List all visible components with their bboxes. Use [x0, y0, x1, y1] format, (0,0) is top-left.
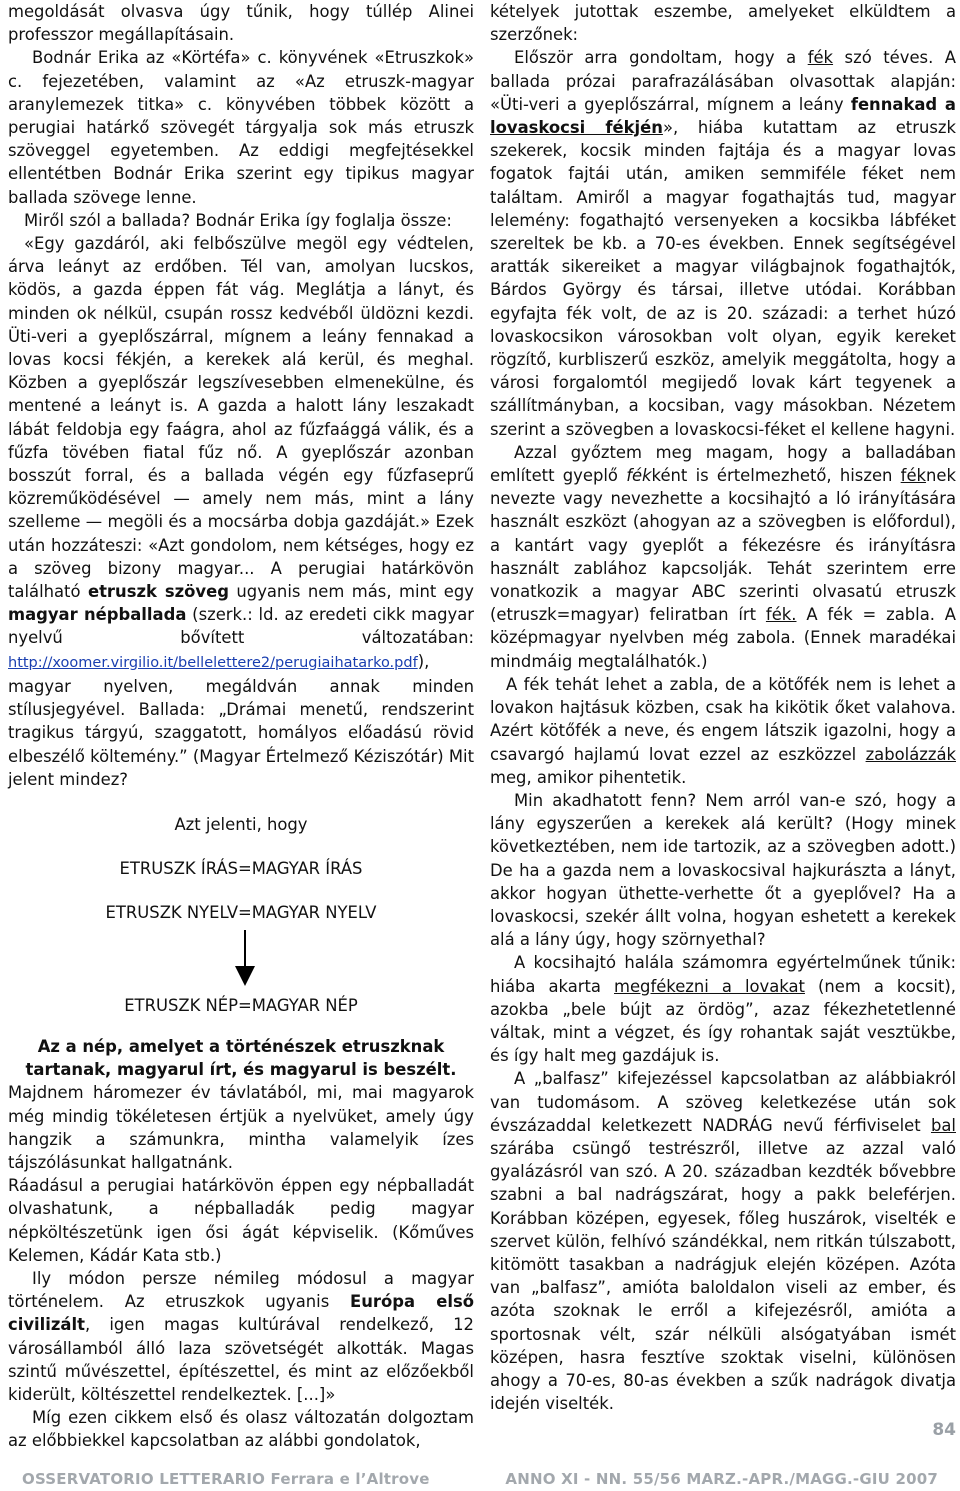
center-line: ETRUSZK NÉP=MAGYAR NÉP [124, 995, 358, 1015]
text: (nem a kocsit), azokba „bele bújt az ördög”, azaz fékezhetetlenné váltak, mint a végzet, és így rohantak saját vesztükbe, és így halt meg gazdájuk is. [490, 976, 956, 1066]
text: », hiába kutattam az etruszk szekerek, kocsik minden fajtája és a magyar lovas fogatok fajtái után, amiken semmiféle féket nem találtam. Amiről a magyar fogathajtás tud, magyar lelemény: fogathajtó versenyeken a kocsikba lábféket szereltek be kb. a 70-es években. Ennek segítségével aratták sikereiket a magyar világbajnok fogathajtók, Bárdos György és társai, illetve utódai. Korábban egyfajta fék volt, de az is 20. századi: a terhet húzó lovaskocsikon városokban volt olyan, egyik kereket rögzítő, kurbliszerű eszköz, amelyik meggátolta, hogy a városi forgalomtól megijedő lovak kárt tegyenek a szállítmányban, a kocsiban, vagy másokban. Nézetem szerint a szövegben a lovaskocsi-féket el kellene hagyni. [490, 118, 956, 439]
paragraph: Ráadásul a perugiai határkövön éppen egy népballadát olvashatunk, a népballadák pedig magyar népköltészetünk igen ősi ágát képviselik. (Kőműves Kelemen, Kádár Kata stb.) [8, 1176, 474, 1265]
text: A kocsihajtó halála számomra egyértelműnek tűnik: hiába akarta [490, 953, 956, 996]
paragraph [490, 951, 956, 1067]
center-line: ETRUSZK ÍRÁS=MAGYAR ÍRÁS [119, 858, 363, 878]
paragraph: Bodnár Erika az «Körtéfa» c. könyvének «Etruszkok» c. fejezetében, valamint az «Az etruszk-magyar aranylemezek titka» c. könyvében többek között a perugiai határkő szövegét tárgyalja sok más etruszk szöveggel egyetemben. Az eddigi megfejtésekkel ellentétben Bodnár Erika szerint egy tipikus magyar ballada szövege lenne. [8, 48, 474, 207]
paragraph: megoldását olvasva úgy tűnik, hogy túllép Alinei professzor megállapításain. [8, 2, 474, 45]
quote-paragraph [8, 232, 474, 791]
underlined-text: megfékezni a lovakat [614, 976, 805, 996]
bold-underlined-text: lovaskocsi fékjén [490, 118, 663, 138]
text: Ily módon persze némileg módosul a magyar történelem. Az etruszkok ugyanis [8, 1268, 474, 1312]
underlined-text: fék [900, 466, 927, 486]
paragraph [490, 1067, 956, 1415]
underlined-text: bal [930, 1115, 956, 1135]
reference-link[interactable]: http://xoomer.virgilio.it/bellelettere2/perugiaihatarko.pdf [8, 654, 418, 671]
text: Először arra gondoltam, hogy a [514, 48, 808, 68]
footer-issue-info: ANNO XI - NN. 55/56 MARZ.-APR./MAGG.-GIU 2007 [505, 1470, 938, 1488]
paragraph: Miről szól a ballada? Bodnár Erika így foglalja össze: [24, 210, 452, 230]
underlined-text: zabolázzák [865, 744, 956, 764]
down-arrow-icon [8, 934, 474, 994]
text: nek nevezte vagy nevezhette a kocsihajtó a ló irányítására használt eszközt (ahogyan az a szövegben is előfordul), a kantárt vagy gyeplőt a fékezésre és irányításra használt zablához kapcsolják. Tehát szerintem erre vonatkozik a magyar ABC szerinti olvasatú etruszk (etruszk=magyar) feliratban írt [490, 466, 956, 625]
text: szárába csüngő testrészről, illetve az azzal való gyalázásról van szó. A 20. században kezdték bővebbre szabni a bal nadrágszárat, hogy a pakk beleférjen. Korábban középen, egyesek, főleg huszárok, viselték e szervet külön, felhívó szándékkal, nem ritkán túlszabott, kitömött tasakban a nadrágjuk elején középen. Azóta van „balfasz”, amióta baloldalon viseli az ember, és azóta szoknak le erről a kifejezésről, amióta a sportosnak vélt, szár nélküli alsógatyában ismét középen, hasra fesztíve szoktak viselni, különösen ahogy a 70-es, 80-as években a szűk nadrágok divatja idején viselték. [490, 1138, 956, 1414]
paragraph: Min akadhatott fenn? Nem arról van-e szó, hogy a lány egyszerűen a kerekek alá került? (Hogy minek következtében, nem ide tartozik, az a szövegben adott.) De ha a gazda nem a lovaskocsival hajkurászta a lányt, akkor hogyan üthette-verhette őt a gyeplővel? Ha a lovaskocsi, szekér állt volna, hogyan eshetett a kerekek alá a lány úgy, hogy szörnyethal? [490, 790, 956, 950]
paragraph [490, 441, 956, 673]
text: ként is értelmezhető, hiszen [651, 466, 901, 486]
left-column [8, 0, 474, 1453]
bold-text: fennakad a [850, 94, 956, 114]
footer-journal-title: OSSERVATORIO LETTERARIO Ferrara e l’Altrove [22, 1470, 430, 1488]
text: szó téves. A ballada prózai parafrazálásában olvasottak alapján: «Üti-veri a gyeplőszárral, mígnem a leány [490, 48, 956, 114]
text: A fék tehát lehet a zabla, de a kötőfék nem is lehet a lovakon hajtásuk közben, csak ha kikötik őket valahova. Azért kötőfék a neve, és engem látszik igazolni, hogy a csavargó hajlamú lovat ezzel az eszközzel [490, 674, 956, 764]
text: ugyanis nem más, mint egy [228, 582, 474, 602]
bold-text: etruszk szöveg [87, 582, 229, 602]
text: A fék = zabla. A középmagyar nyelvben még zabola. (Ennek maradékai mindmáig megtalálhatók.) [490, 605, 956, 671]
equation-block [8, 813, 474, 1017]
underlined-text: fék. [765, 605, 797, 625]
center-line: ETRUSZK NYELV=MAGYAR NYELV [105, 902, 377, 922]
text: «Egy gazdáról, aki felbőszülve megöl egy védtelen, árva leányt az erdőben. Tél van, amolyan lucskos, ködös, a gazda éppen fát vág. Meglátja a lányt, és minden ok nélkül, csupán rossz kedvéből üldözni kezdi. Üti-veri a gyeplőszárral, mígnem a leány fennakad a lovas kocsi fékjén, a kerekek alá kerül, és meghal. Közben a gyeplőszár legszívesebben elmenekülne, és mentené a leányt is. A gazda a halott lány leszakadt lábát feldobja egy faágra, ahol az fűzfaággá válik, és a fűzfa tövében fiatal fűz nő. A gyeplőszár azonban bosszút forral, és a ballada végén egy fűzfaseprű közreműködésével — amely nem más, mint a lány szelleme — megöli és a mocsárba dobja gazdáját.» Ezek után hozzáteszi: «Azt gondolom, nem kétséges, hogy ez a szöveg bizony magyar... A perugiai határkövön található [8, 234, 474, 602]
bold-text: magyar népballada [8, 605, 187, 625]
text: A „balfasz” kifejezéssel kapcsolatban az alábbiakról van tudomásom. A szöveg keletkezése után sok évszázaddal keletkezett NADRÁG nevű férfiviselet [490, 1069, 956, 1135]
right-column [490, 0, 956, 1415]
text: , igen magas kultúrával rendelkező, 12 városállamból álló laza szövetségét alkották. Magas szintű művészettel, építészettel, és mint az előzőekből kiderült, költészettel rendelkeztek. [...]» [8, 1315, 474, 1404]
underlined-text: fék [807, 48, 834, 68]
bold-text: Európa első civilizált [8, 1292, 474, 1335]
page-number: 84 [932, 1420, 956, 1440]
bold-statement: Az a nép, amelyet a történészek etruszknak tartanak, magyarul írt, és magyarul is beszélt. [25, 1036, 457, 1080]
italic-text: fék [626, 466, 652, 486]
text: Azzal győztem meg magam, hogy a balladában említett gyeplő [490, 442, 956, 486]
text: meg, amikor pihentetik. [490, 767, 687, 787]
paragraph: Míg ezen cikkem első és olasz változatán dolgoztam az előbbiekkel kapcsolatban az alábbi gondolatok, [8, 1408, 474, 1451]
paragraph [490, 46, 956, 440]
paragraph: Majdnem háromezer év távlatából, mi, mai magyarok még mindig tökéletesen értjük a nyelvüket, amely úgy hangzik a számunkra, mintha valamelyik ízes tájszólásunkat hallgatnánk. [8, 1083, 474, 1172]
paragraph: kételyek jutottak eszembe, amelyeket elküldtem a szerzőnek: [490, 2, 956, 45]
paragraph [8, 1267, 474, 1406]
paragraph [490, 673, 956, 789]
text: ), magyar nyelven, megáldván annak minden stílusjegyével. Ballada: „Drámai menetű, rendszerint tragikus tárgyú, szaggatott, homályos előadású rövid elbeszélő költemény.” (Magyar Értelmező Kéziszótár) Mit jelent mindez? [8, 651, 474, 789]
center-line: Azt jelenti, hogy [174, 814, 308, 834]
text: (szerk.: ld. az eredeti cikk magyar nyelvű bővített változatában: [8, 605, 474, 648]
